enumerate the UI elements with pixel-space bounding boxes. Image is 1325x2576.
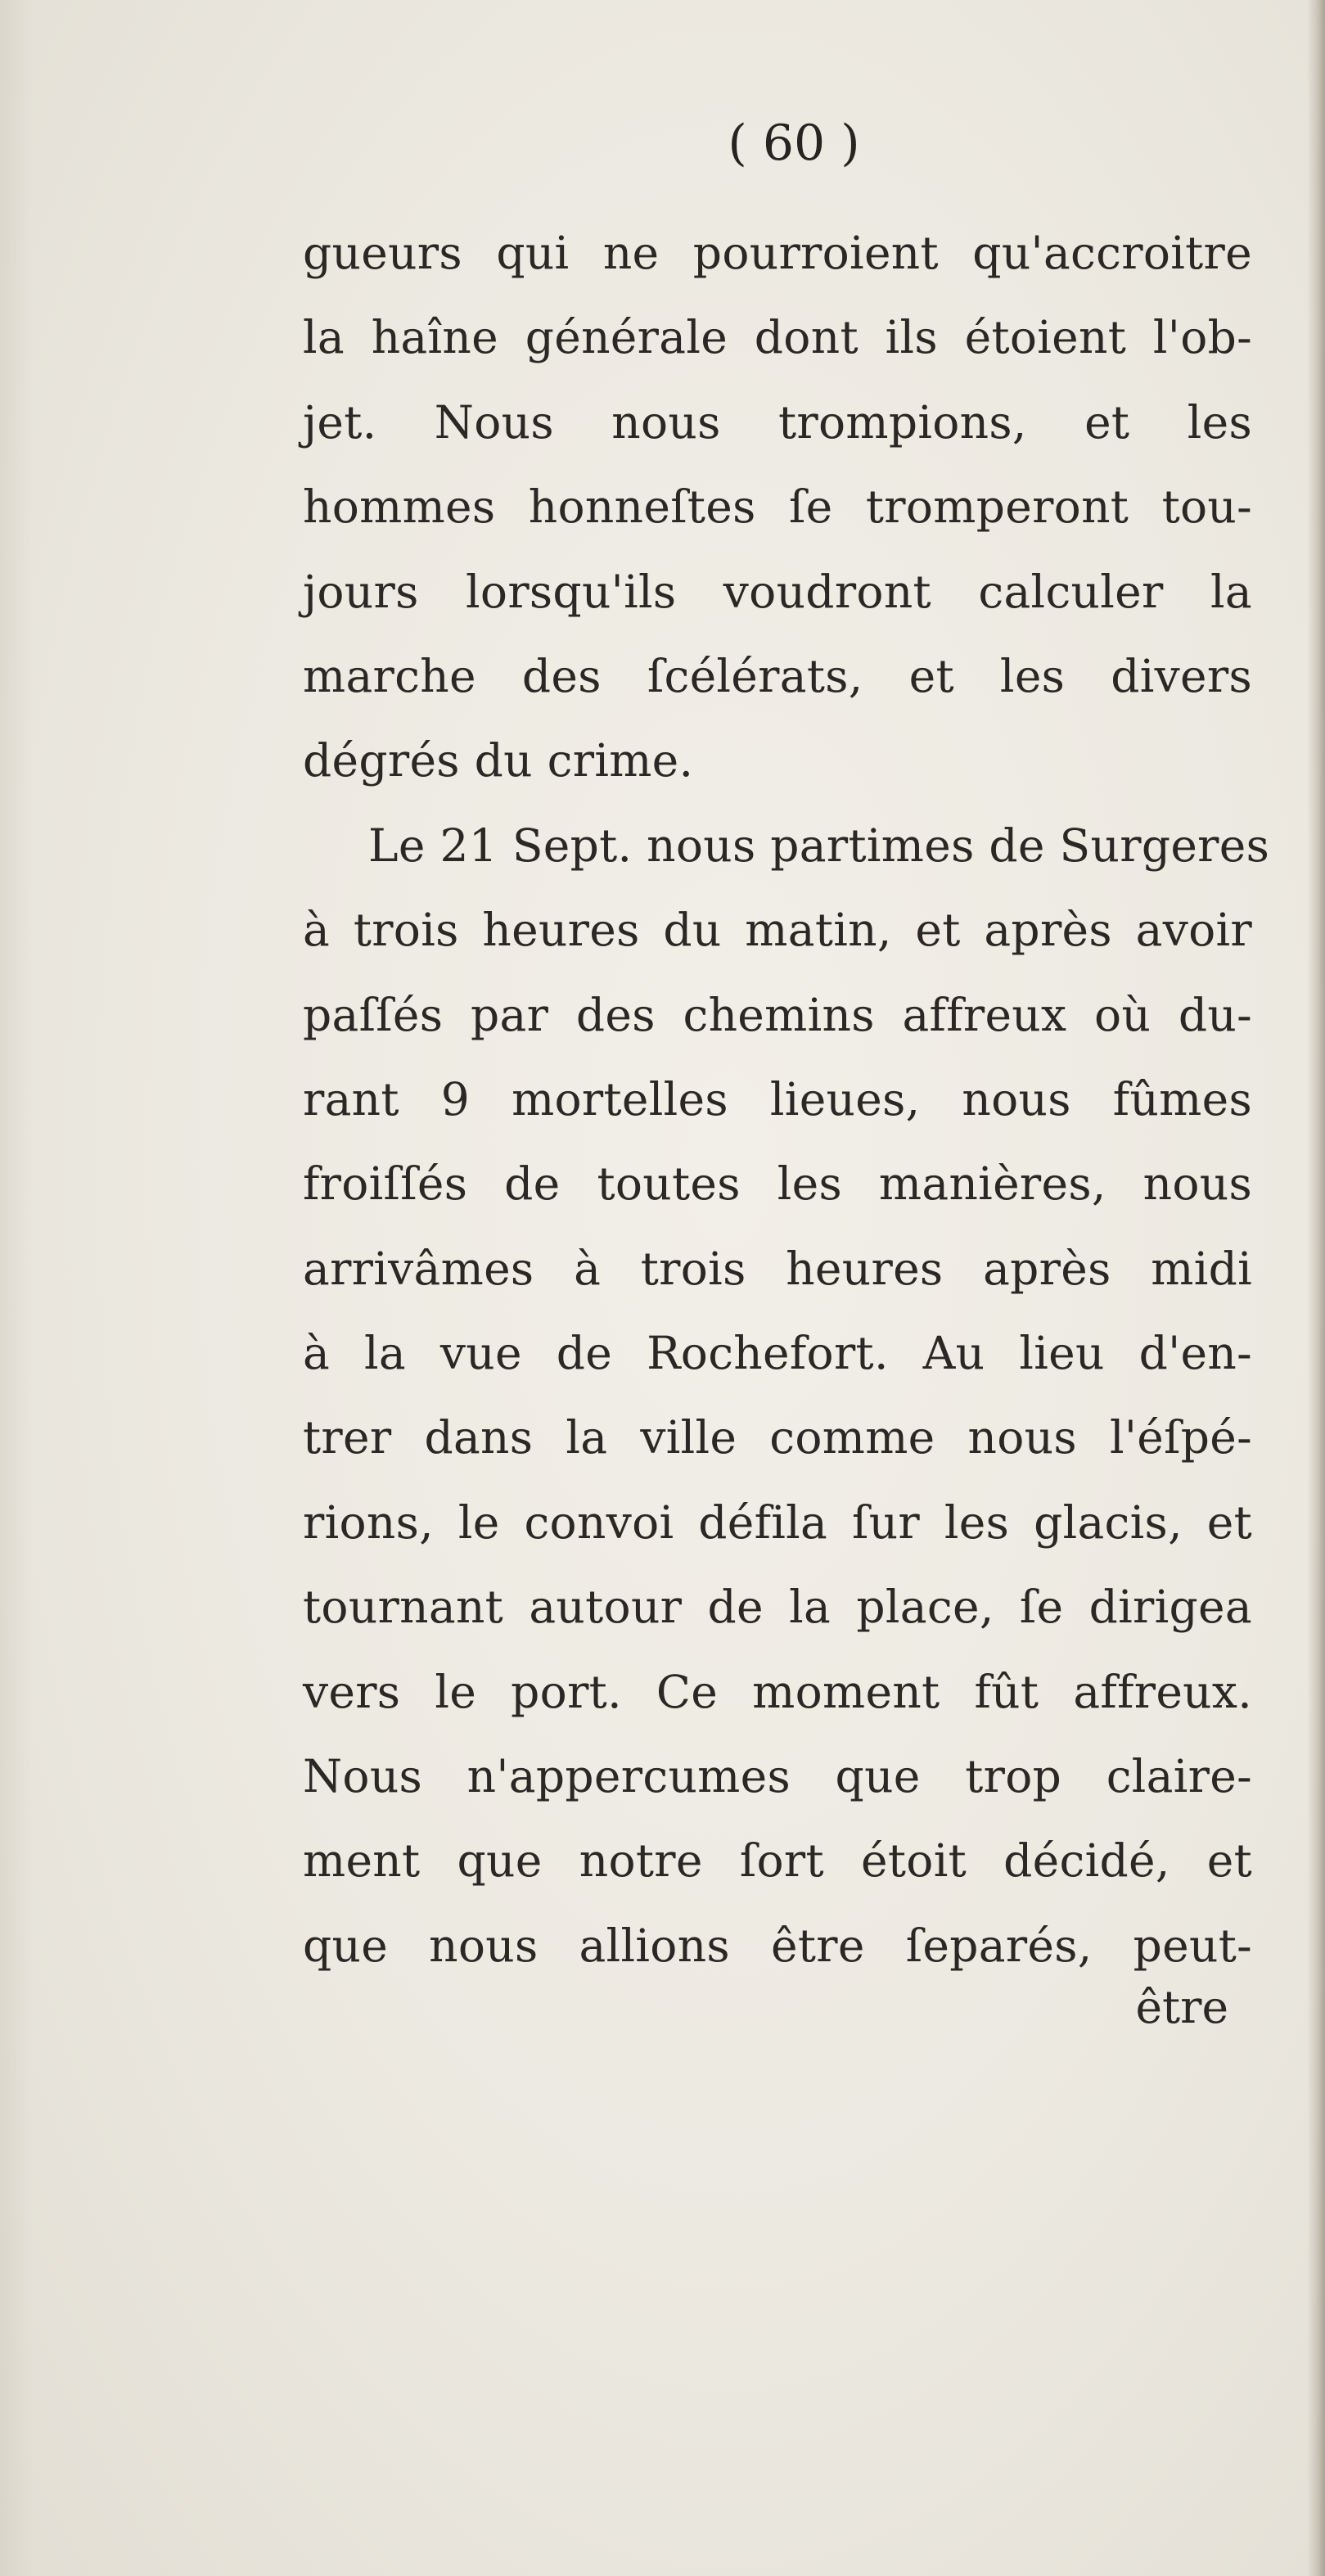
text-line: marche des ſcélérats, et les divers — [303, 649, 1252, 702]
text-line: dégrés du crime. — [303, 734, 694, 787]
text-line: que nous allions être ſeparés, peut- — [303, 1919, 1252, 1972]
text-line: arrivâmes à trois heures après midi — [303, 1242, 1252, 1295]
text-line: jours lorsqu'ils voudront calculer la — [303, 565, 1252, 618]
text-line: hommes honneſtes ſe tromperont tou- — [303, 480, 1252, 534]
text-line: rant 9 mortelles lieues, nous fûmes — [303, 1072, 1252, 1126]
text-line: trer dans la ville comme nous l'éſpé- — [303, 1411, 1252, 1464]
text-line: ment que notre ſort étoit décidé, et — [303, 1834, 1252, 1888]
text-line: à trois heures du matin, et après avoir — [303, 904, 1252, 957]
text-line: à la vue de Rochefort. Au lieu d'en- — [303, 1327, 1252, 1380]
text-line: gueurs qui ne pourroient qu'accroitre — [303, 227, 1252, 279]
text-line: la haîne générale dont ils étoient l'ob- — [303, 311, 1252, 364]
text-line: paſſés par des chemins affreux où du- — [303, 988, 1252, 1041]
body-text — [303, 211, 1270, 1988]
catchword: être — [1135, 1981, 1228, 2033]
text-line: jet. Nous nous trompions, et les — [303, 395, 1252, 449]
text-line: tournant autour de la place, ſe dirigea — [303, 1581, 1252, 1634]
text-line: Nous n'appercumes que trop claire- — [303, 1750, 1252, 1803]
page-edge-shadow — [1307, 0, 1325, 2576]
paragraph-start-line: Le 21 Sept. nous partimes de Surgeres — [368, 819, 1270, 872]
text-line: froiſſés de toutes les manières, nous — [303, 1157, 1252, 1211]
text-line: vers le port. Ce moment fût affreux. — [303, 1665, 1252, 1718]
page-gutter-shadow — [0, 0, 33, 2576]
text-line: rions, le convoi défila ſur les glacis, et — [303, 1496, 1252, 1549]
page-number: ( 60 ) — [728, 115, 860, 172]
